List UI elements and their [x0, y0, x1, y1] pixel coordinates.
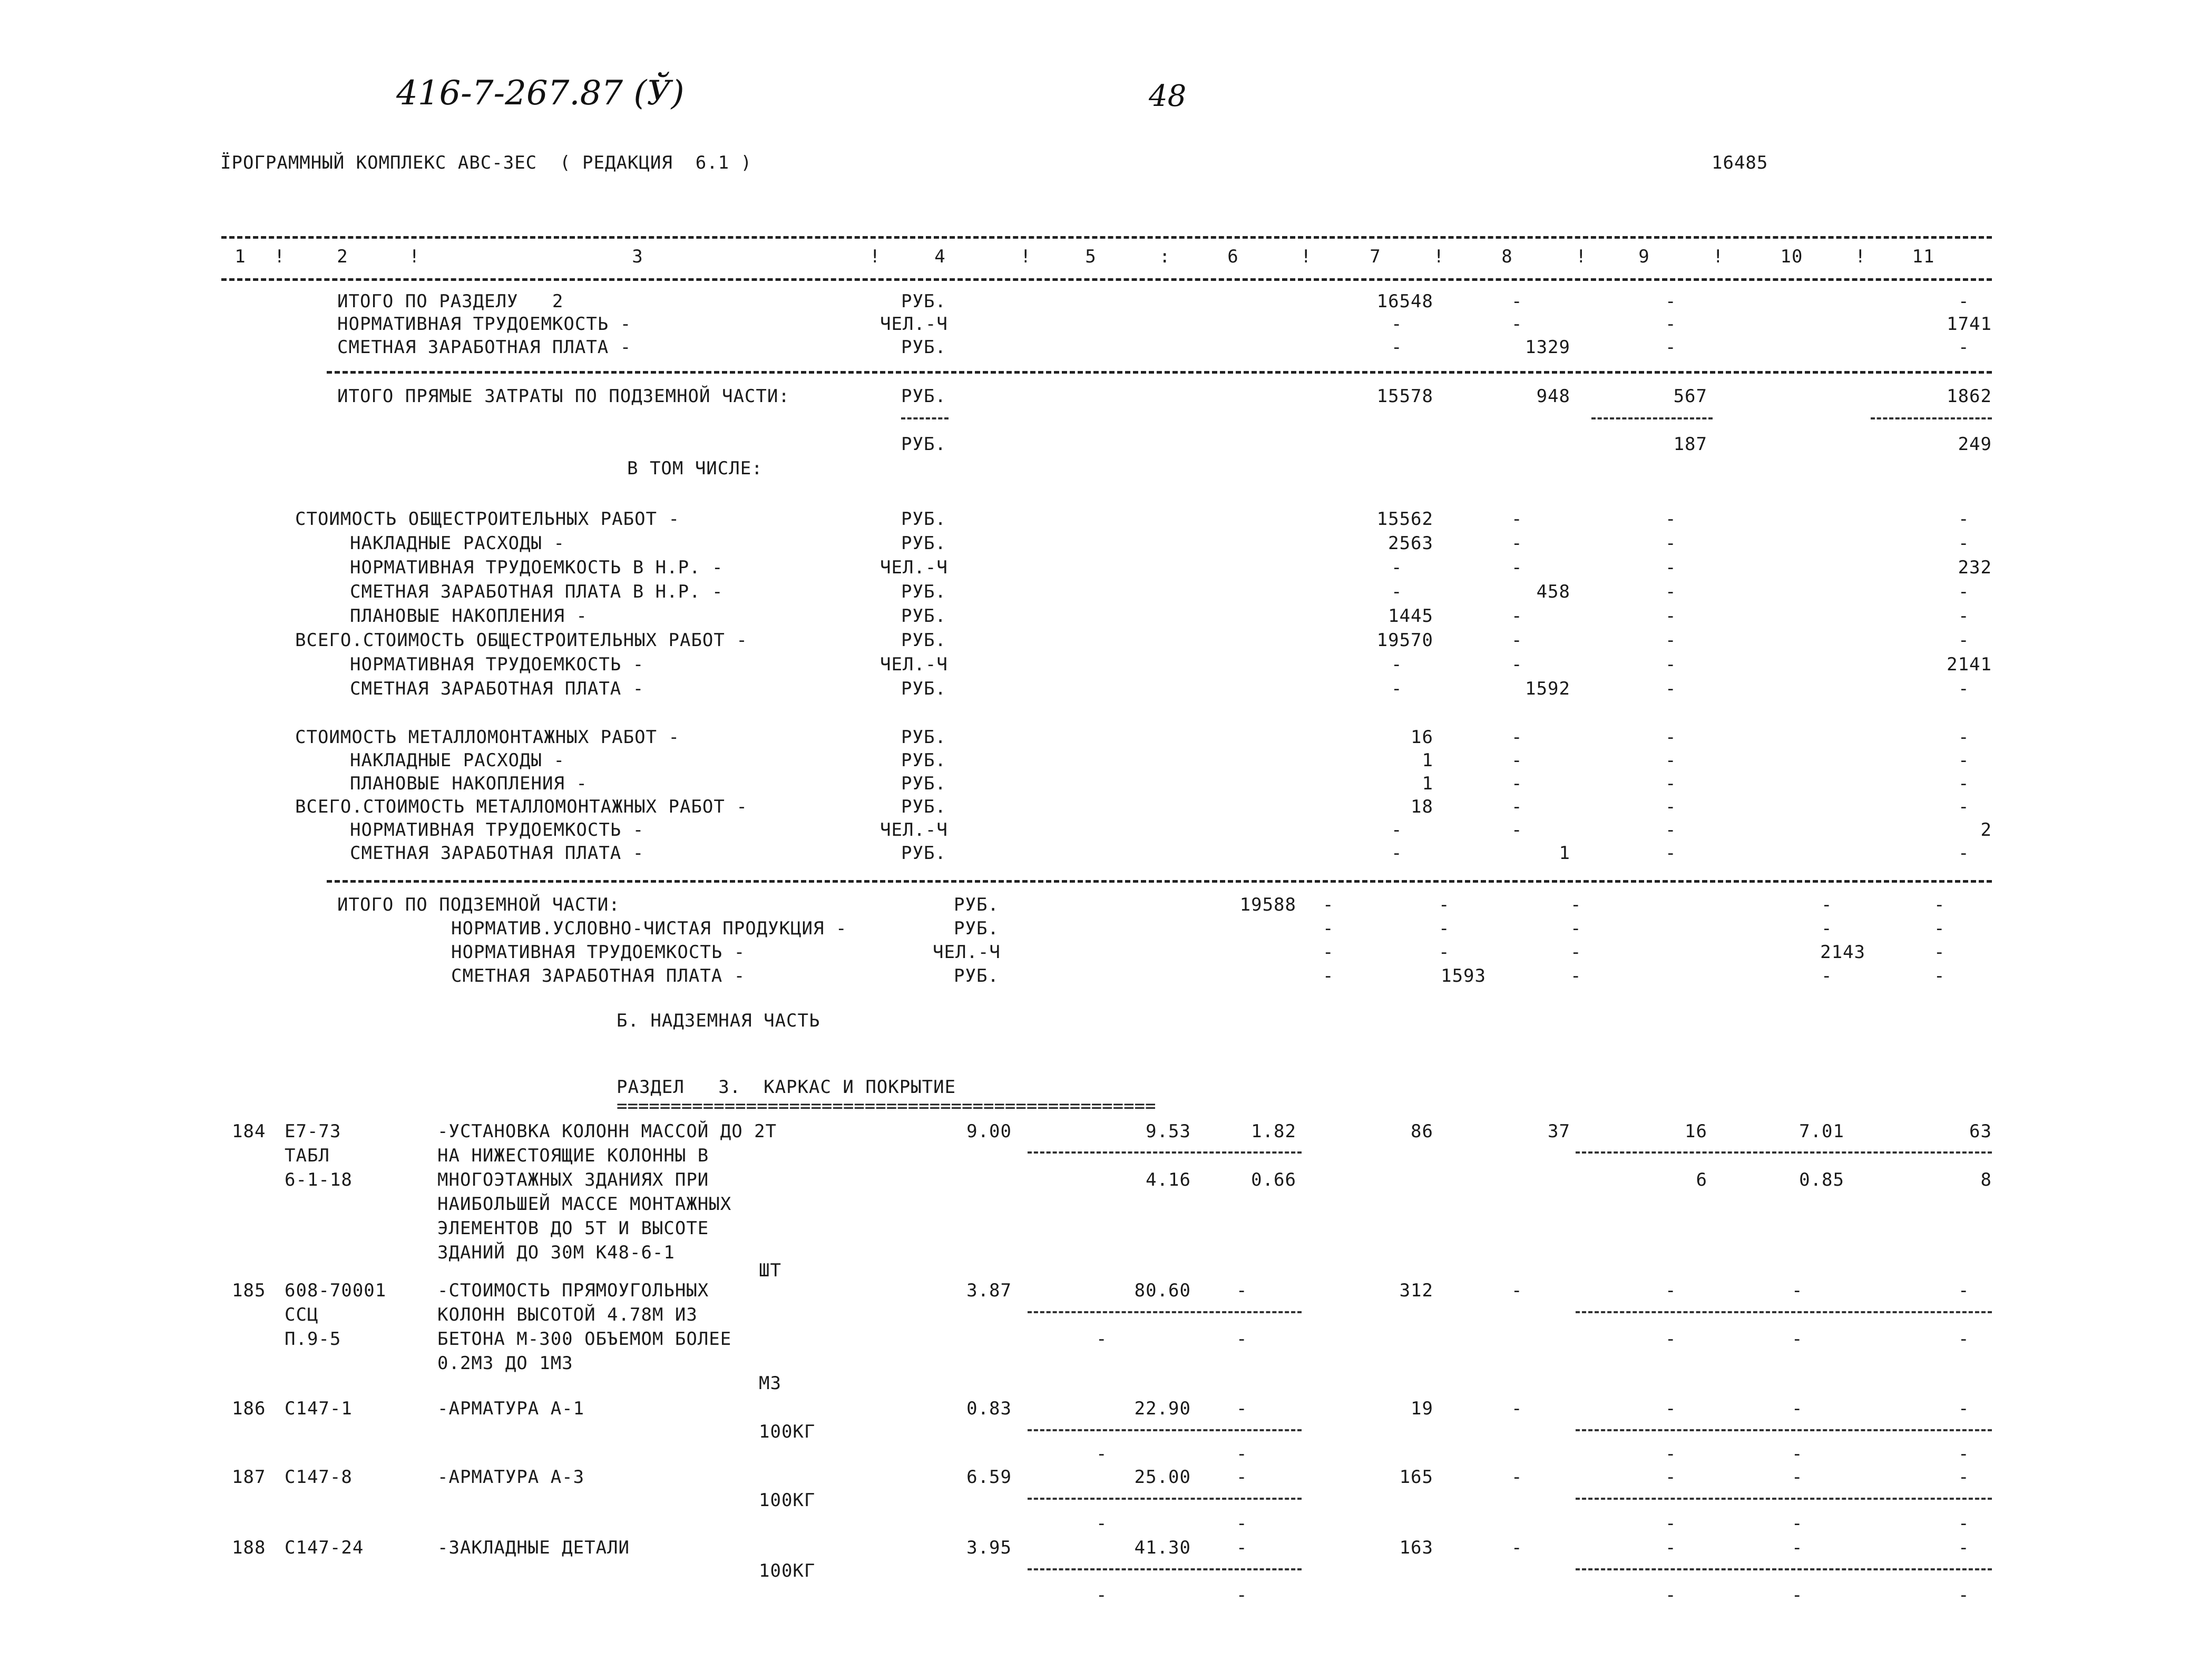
col-4: 4	[934, 246, 946, 267]
rule-1	[327, 371, 1992, 374]
col-2: 2	[337, 246, 348, 267]
col-7: 7	[1370, 246, 1381, 267]
above-ground-title: Б. НАДЗЕМНАЯ ЧАСТЬ	[617, 1010, 820, 1031]
col-10: 10	[1780, 246, 1803, 267]
in-that-number: В ТОМ ЧИСЛЕ:	[627, 458, 763, 479]
page-number: 48	[1149, 79, 1187, 113]
program-title: ЇРОГРАММНЫЙ КОМПЛЕКС АВС-3ЕС ( РЕДАКЦИЯ 6.1 )	[220, 152, 752, 173]
col-6: 6	[1227, 246, 1239, 267]
col-8: 8	[1501, 246, 1513, 267]
section3-rule: ==================================================	[617, 1096, 1156, 1117]
col-3: 3	[632, 246, 643, 267]
document-code: 416-7-267.87 (Ў)	[396, 74, 685, 113]
col-1: 1	[234, 246, 246, 267]
header-rule-top	[221, 236, 1992, 239]
section3-title: РАЗДЕЛ 3. КАРКАС И ПОКРЫТИЕ	[617, 1077, 956, 1098]
document-number: 16485	[1712, 152, 1768, 173]
header-rule-bottom	[221, 278, 1992, 281]
rule-2	[327, 880, 1992, 883]
col-11: 11	[1912, 246, 1935, 267]
col-9: 9	[1638, 246, 1650, 267]
col-5: 5	[1085, 246, 1097, 267]
